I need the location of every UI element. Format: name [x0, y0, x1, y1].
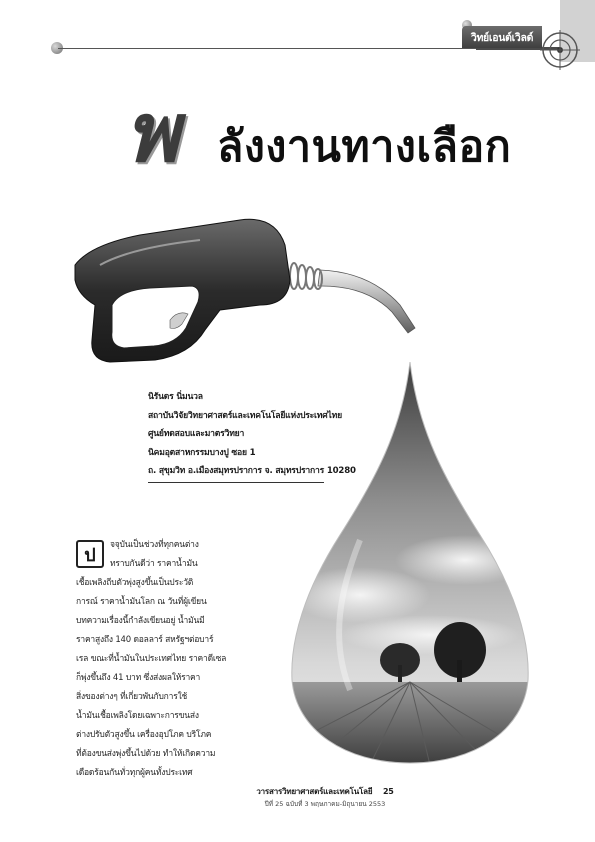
fuel-nozzle-image: [70, 210, 420, 370]
article-body: [76, 536, 284, 783]
header-rule: [58, 48, 476, 49]
article-line: น้ำมันเชื้อเพลิงโดยเฉพาะการขนส่ง: [76, 711, 199, 721]
title-text: ลังงานทางเลือก: [217, 122, 512, 172]
article-title: [125, 85, 555, 192]
author-name: นิรันดร นิ่มนวล: [148, 392, 203, 402]
section-label: วิทย์เอนต์เวิลด์: [462, 26, 542, 48]
author-info: [148, 388, 356, 481]
article-line: เชื้อเพลิงถีบตัวพุ่งสูงขึ้นเป็นประวัติ: [76, 578, 194, 588]
issue-info: ปีที่ 25 ฉบับที่ 3 พฤษภาคม-มิถุนายน 2553: [264, 800, 386, 808]
author-address-line-2: ถ. สุขุมวิท อ.เมืองสมุทรปราการ จ. สมุทรปราการ 10280: [148, 466, 356, 476]
target-ring-icon: [540, 30, 580, 70]
author-department: ศูนย์ทดสอบและมาตรวิทยา: [148, 429, 245, 439]
author-address-line-1: นิคมอุตสาหกรรมบางปู ซอย 1: [148, 447, 256, 458]
article-line: ที่ต้องขนส่งพุ่งขึ้นไปด้วย ทำให้เกิดความ: [76, 749, 216, 759]
article-line: จจุบันเป็นช่วงที่ทุกคนต่าง: [110, 540, 199, 550]
article-line: สิ่งของต่างๆ ที่เกี่ยวพันกับการใช้: [76, 692, 188, 702]
journal-name: วารสารวิทยาศาสตร์และเทคโนโลยี: [256, 787, 373, 796]
author-divider: [148, 482, 324, 483]
author-institute: สถาบันวิจัยวิทยาศาสตร์และเทคโนโลยีแห่งประเทศไทย: [148, 410, 342, 421]
article-line: เรล ขณะที่น้ำมันในประเทศไทย ราคาดีเซล: [76, 654, 227, 664]
article-line: เดือดร้อนกันทั่วทุกผู้คนทั้งประเทศ: [76, 768, 193, 778]
article-line: บทความเรื่องนี้กำลังเขียนอยู่ น้ำมันมี: [76, 616, 205, 626]
drop-cap: ป: [76, 540, 104, 568]
article-line: ต่างปรับตัวสูงขึ้น เครื่องอุปโภค บริโภค: [76, 730, 212, 740]
article-line: ราคาสูงถึง 140 ดอลลาร์ สหรัฐฯต่อบาร์: [76, 635, 214, 645]
page-number: 25: [382, 787, 394, 796]
article-line: ทราบกันดีว่า ราคาน้ำมัน: [110, 559, 198, 569]
article-line: ก็พุ่งขึ้นถึง 41 บาท ซึ่งส่งผลให้ราคา: [76, 673, 201, 683]
article-line: การณ์ ราคาน้ำมันโลก ณ วันที่ผู้เขียน: [76, 597, 207, 607]
title-first-letter: พ: [125, 85, 180, 181]
page-footer: [230, 785, 420, 809]
